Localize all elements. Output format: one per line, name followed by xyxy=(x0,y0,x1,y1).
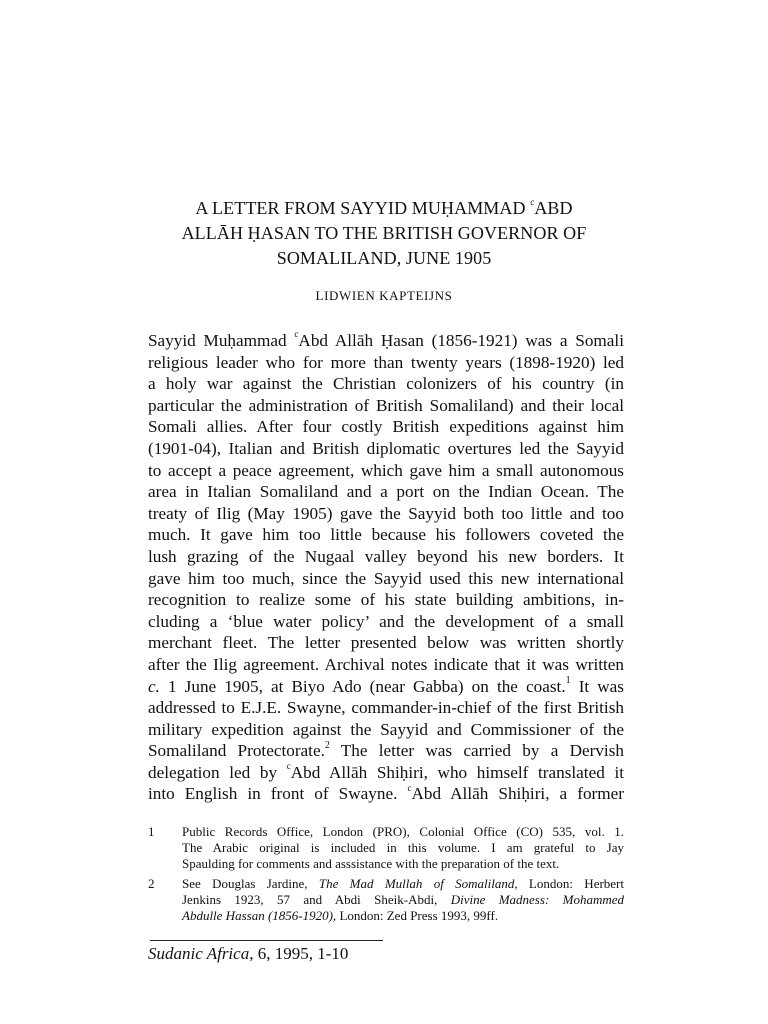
body-text-fragment: The letter was carried by a Dervish xyxy=(329,741,624,761)
body-text-fragment: 1 June 1905, at Biyo Ado (near Gabba) on the coast. xyxy=(159,676,566,696)
footnote-line: The Arabic original is included in this volume. I am grateful to Jay xyxy=(182,840,624,856)
article-title xyxy=(130,196,638,271)
body-line: merchant fleet. The letter presented below was written shortly xyxy=(148,633,624,653)
footnote-line xyxy=(182,908,624,924)
footnote-ref-1[interactable]: 1 xyxy=(565,674,571,686)
body-line: lush grazing of the Nugaal valley beyond his new borders. It xyxy=(148,546,624,566)
body-line xyxy=(148,762,624,784)
footnote-ref-2[interactable]: 2 xyxy=(324,739,330,751)
ayn-mark: c xyxy=(294,329,299,340)
body-line: cluding a ‘blue water policy’ and the development of a small xyxy=(148,611,624,631)
body-text-fragment: delegation led by xyxy=(148,762,287,782)
body-text-fragment: It was xyxy=(570,676,624,696)
footnote-1 xyxy=(148,824,624,873)
author-name: LIDWIEN KAPTEIJNS xyxy=(315,288,453,303)
title-line-1-text-b: ABD xyxy=(534,198,573,218)
body-text-italic: c. xyxy=(148,676,160,696)
book-title: The Mad Mullah of Somaliland, xyxy=(318,875,518,891)
footer-divider xyxy=(150,940,383,941)
body-line: military expedition against the Sayyid and Commissioner of the xyxy=(148,719,624,739)
body-line xyxy=(148,330,624,352)
body-line: recognition to realize some of his state building ambitions, in- xyxy=(148,590,624,610)
journal-details: , 6, 1995, 1-10 xyxy=(249,944,349,963)
footnote-text-fragment: See Douglas Jardine, xyxy=(182,875,319,891)
footnote-line xyxy=(182,892,624,908)
body-line xyxy=(148,676,624,698)
title-line-1 xyxy=(130,196,638,221)
ayn-mark: c xyxy=(407,782,412,793)
footnote-line xyxy=(182,876,624,892)
footnote-text-fragment: London: Zed Press 1993, 99ff. xyxy=(336,908,499,924)
book-title: Abdulle Hassan (1856-1920), xyxy=(182,908,337,924)
journal-citation xyxy=(148,944,348,964)
body-line: treaty of Ilig (May 1905) gave the Sayyid both too little and too xyxy=(148,503,624,523)
footnote-line: Spaulding for comments and asssistance with the preparation of the text. xyxy=(182,856,560,872)
body-line: addressed to E.J.E. Swayne, commander-in-chief of the first British xyxy=(148,698,624,718)
body-paragraph xyxy=(148,330,624,805)
body-line: much. It gave him too little because his followers coveted the xyxy=(148,525,624,545)
footnote-2 xyxy=(148,876,624,925)
title-line-2: ALLĀH ḤASAN TO THE BRITISH GOVERNOR OF xyxy=(181,223,587,243)
body-text-fragment: Abd Allāh Ḥasan (1856-1921) was a Somali xyxy=(298,331,624,350)
body-line: a holy war against the Christian colonizers of his country (in xyxy=(148,374,624,394)
footnotes xyxy=(148,824,624,927)
footnote-number: 2 xyxy=(148,875,155,891)
footnote-line: Public Records Office, London (PRO), Colonial Office (CO) 535, vol. 1. xyxy=(182,824,624,839)
body-text-fragment: Abd Allāh Shiḥiri, who himself translated it xyxy=(290,762,624,782)
title-line-1-text-a: A LETTER FROM SAYYID MUḤAMMAD xyxy=(195,198,531,218)
body-line: particular the administration of British Somaliland) and their local xyxy=(148,395,624,415)
body-text-fragment: Abd Allāh Shiḥiri, a former xyxy=(411,784,624,804)
body-line xyxy=(148,740,624,762)
journal-name: Sudanic Africa xyxy=(148,944,250,963)
body-text-fragment: into English in front of Swayne. xyxy=(148,784,408,804)
ayn-mark: c xyxy=(286,761,291,772)
book-title: Divine Madness: Mohammed xyxy=(450,891,624,907)
body-line: area in Italian Somaliland and a port on the Indian Ocean. The xyxy=(148,482,624,502)
body-line: Somali allies. After four costly British expeditions against him xyxy=(148,417,624,437)
footnote-text-fragment: London: Herbert xyxy=(517,875,624,891)
body-line xyxy=(148,783,624,805)
body-line: religious leader who for more than twenty years (1898-1920) led xyxy=(148,352,624,372)
title-ayn-mark: c xyxy=(530,197,535,207)
body-text-fragment: Somaliland Protectorate. xyxy=(148,741,325,761)
footnote-number: 1 xyxy=(148,824,155,839)
body-line: (1901-04), Italian and British diplomatic overtures led the Sayyid xyxy=(148,438,624,458)
footnote-text-fragment: Jenkins 1923, 57 and Abdi Sheik-Abdi, xyxy=(182,891,451,907)
body-line: after the Ilig agreement. Archival notes indicate that it was written xyxy=(148,654,624,674)
body-line: gave him too much, since the Sayyid used this new international xyxy=(148,568,624,588)
body-text-fragment: Sayyid Muḥammad xyxy=(148,331,295,350)
body-line: to accept a peace agreement, which gave him a small autonomous xyxy=(148,460,624,480)
title-line-3: SOMALILAND, JUNE 1905 xyxy=(276,248,492,268)
